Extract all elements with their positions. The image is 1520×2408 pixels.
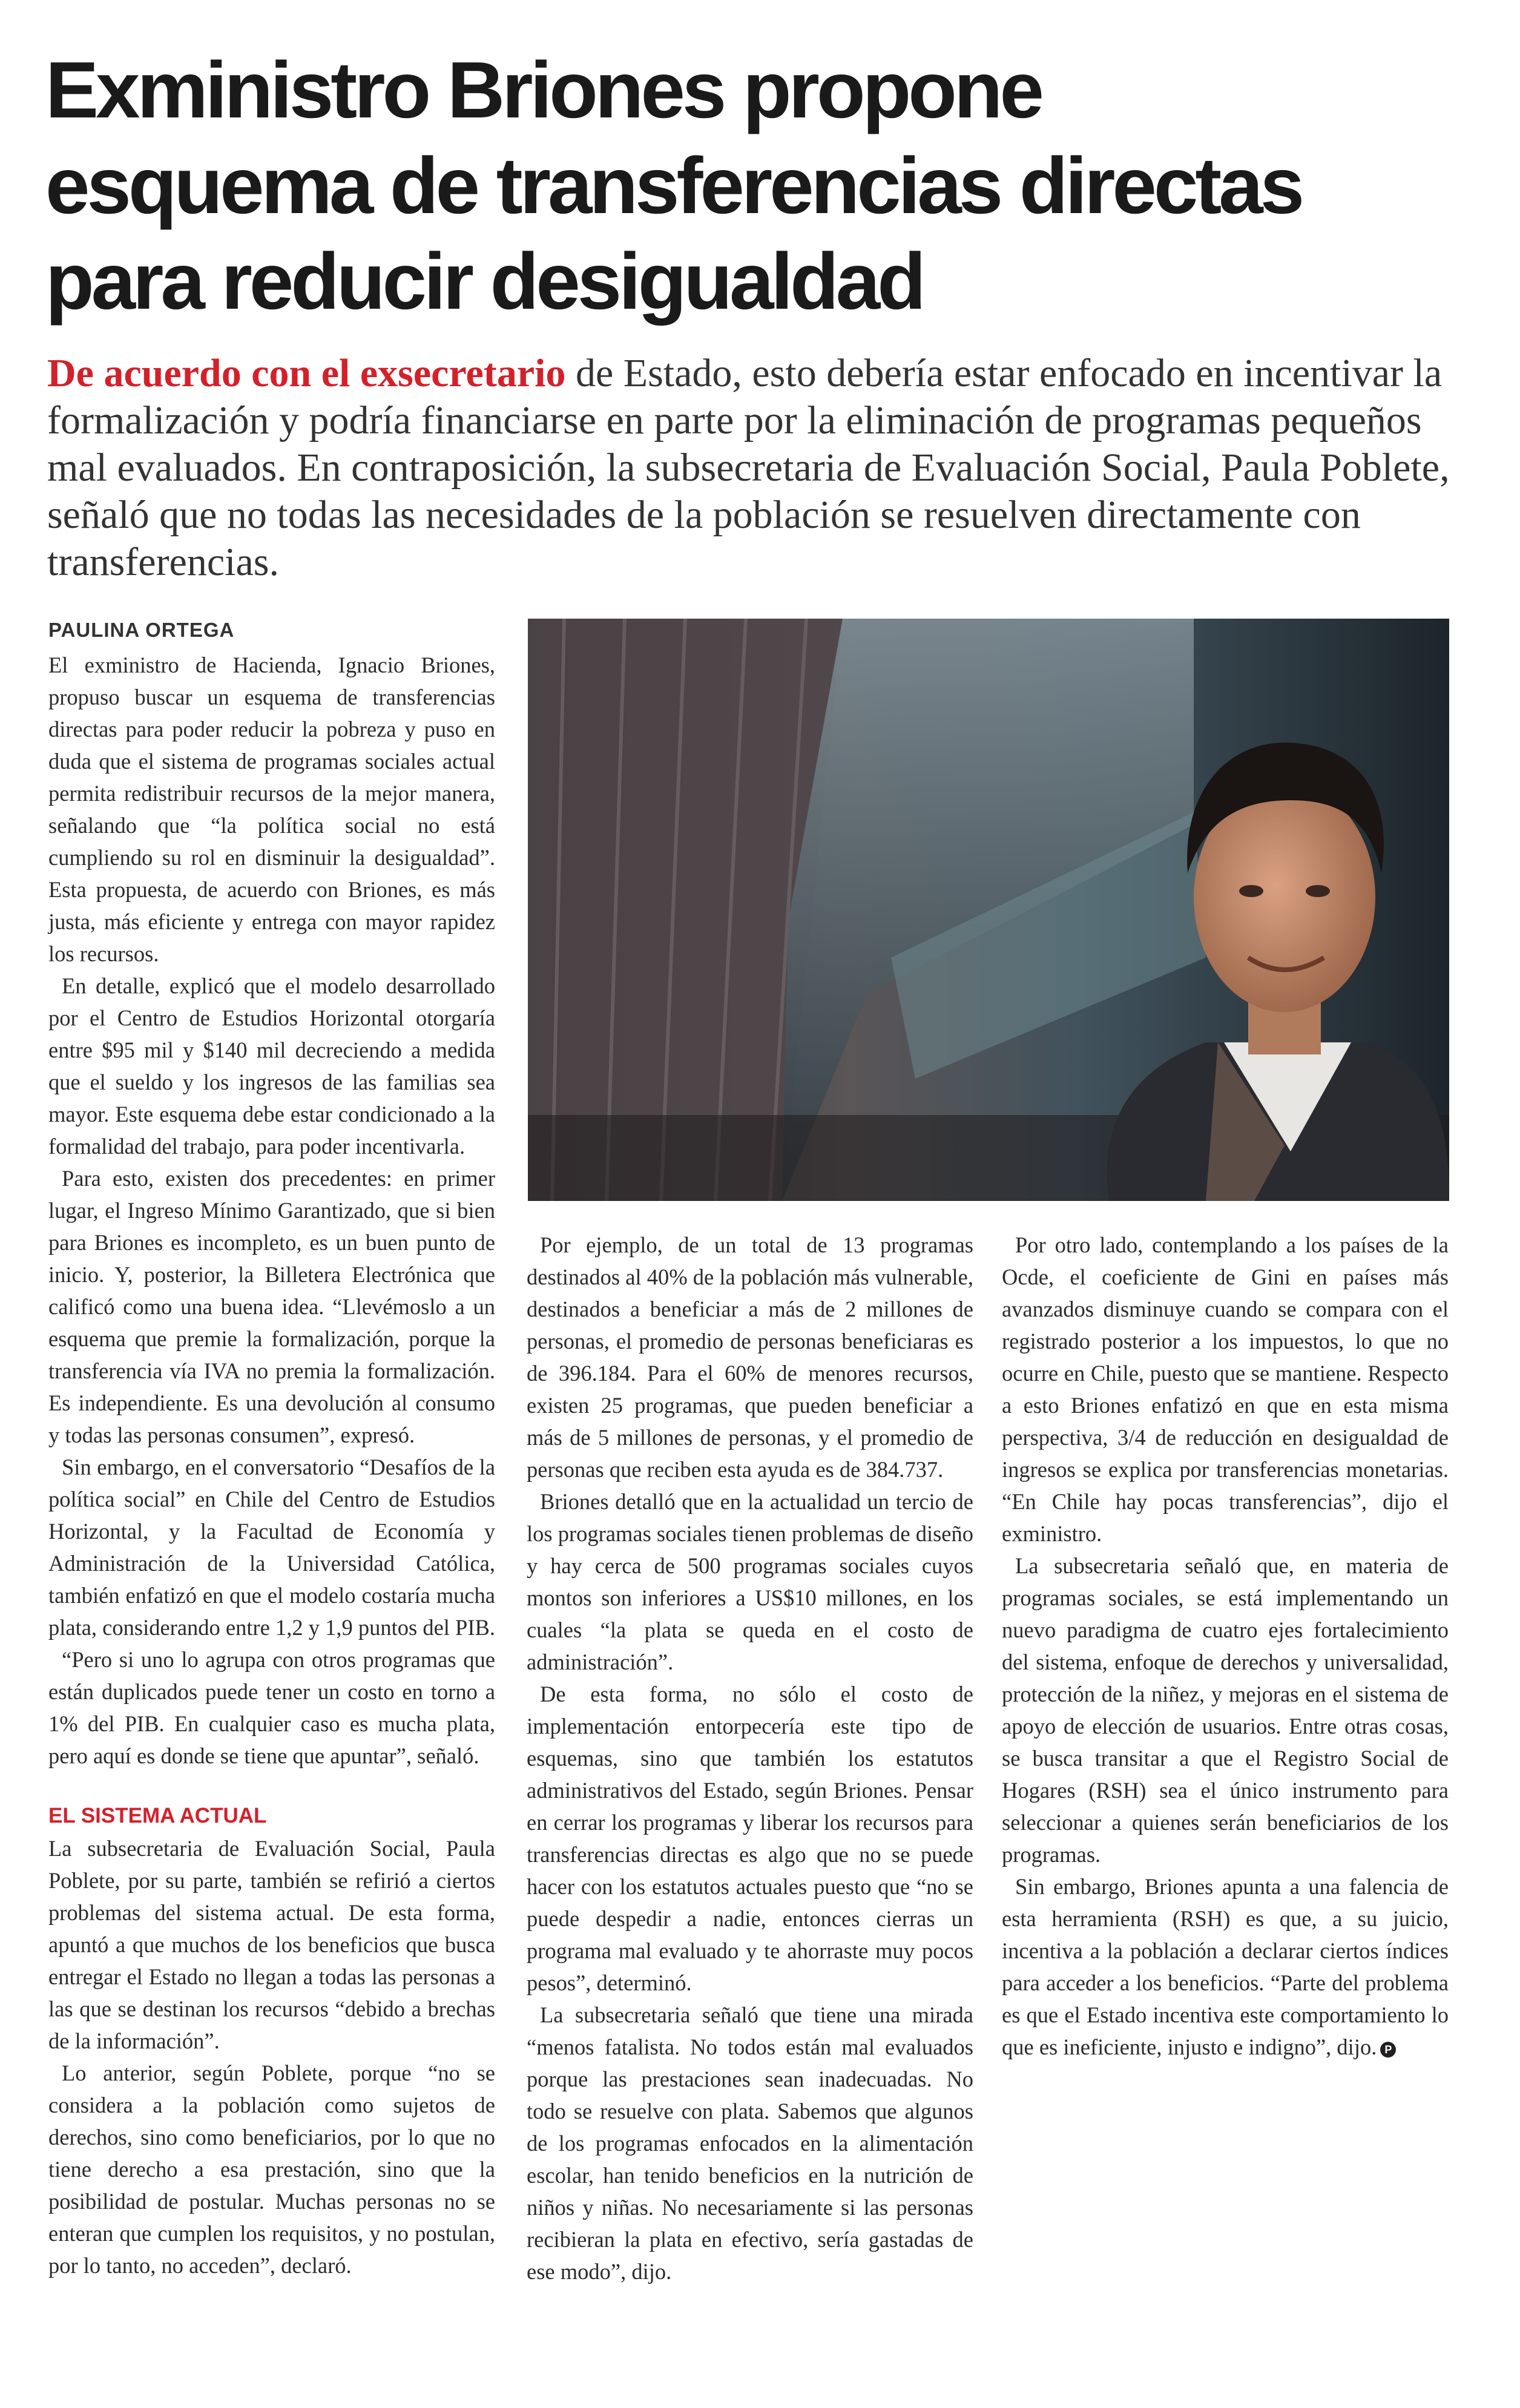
article-paragraph: La subsecretaria señaló que, en materia de programas sociales, se está implementando un nuevo paradigma de cuatro ejes fortalecimiento del sistema, enfoque de derechos y universalidad, protección de la niñez, y mejoras en el sistema de apoyo de elección de usuarios. Entre otras cosas, se busca transitar a que el Registro Social de Hogares (RSH) sea el único instrumento para seleccionar a quienes serán beneficiarios de los programas.: [1002, 1553, 1449, 1867]
article-paragraph: “Pero si uno lo agrupa con otros programas que están duplicados puede tener un costo en torno a 1% del PIB. En cualquier caso es mucha plata, pero aquí es donde se tiene que apuntar”, señaló.: [48, 1647, 495, 1768]
article-paragraph: En detalle, explicó que el modelo desarrollado por el Centro de Estudios Horizontal otorgaría entre $95 mil y $140 mil decreciendo a medida que el sueldo y los ingresos de las familias sea mayor. Este esquema debe estar condicionado a la formalidad del trabajo, para poder incentivarla.: [48, 973, 495, 1159]
portrait-illustration: [528, 619, 1449, 1201]
article-paragraph: De esta forma, no sólo el costo de implementación entorpecería este tipo de esquemas, sino que también los estatutos administrativos del Estado, según Briones. Pensar en cerrar los programas y liberar los recursos para transferencias directas es algo que no se puede hacer con los estatutos actuales puesto que “no se puede despedir a nadie, entonces cierras un programa mal evaluado y te ahorraste muy pocos pesos”, determinó.: [527, 1682, 973, 1995]
article-column-3: [1002, 1229, 1449, 2063]
article-paragraph: Sin embargo, en el conversatorio “Desafíos de la política social” en Chile del Centro de Estudios Horizontal, y la Facultad de Economía y Administración de la Universidad Católica, también enfatizó en que el modelo costaría mucha plata, considerando entre 1,2 y 1,9 puntos del PIB.: [48, 1455, 495, 1640]
article-column-2: [527, 1229, 973, 2288]
headline-line-1: Exministro Briones propone: [45, 45, 1041, 134]
article-paragraph: Briones detalló que en la actualidad un tercio de los programas sociales tienen problemas de diseño y hay cerca de 500 programas sociales cuyos montos son inferiores a US$10 millones, en los cuales “la plata se queda en el costo de administración”.: [527, 1489, 973, 1674]
article-paragraph: Para esto, existen dos precedentes: en primer lugar, el Ingreso Mínimo Garantizado, que si bien para Briones es incompleto, es un buen punto de inicio. Y, posterior, la Billetera Electrónica que calificó como una buena idea. “Llevémoslo a un esquema que premie la formalización, porque la transferencia vía IVA no premia la formalización. Es independiente. Es una devolución al consumo y todas las personas consumen”, expresó.: [48, 1166, 495, 1447]
byline: PAULINA ORTEGA: [48, 619, 235, 641]
deck-lead: De acuerdo con el exsecretario: [47, 351, 566, 395]
article-paragraph: Lo anterior, según Poblete, porque “no se considera a la población como sujetos de derechos, sino como beneficiarios, por lo que no tiene derecho a esa prestación, sino que la posibilidad de postular. Muchas personas no se enteran que cumplen los requisitos, y no postulan, por lo tanto, no acceden”, declaró.: [48, 2061, 495, 2278]
section-subhead: EL SISTEMA ACTUAL: [48, 1804, 267, 1827]
article-paragraph: [1002, 1870, 1449, 2063]
headline-line-3: para reducir desigualdad: [45, 237, 923, 326]
headline-line-2: esquema de transferencias directas: [45, 141, 1302, 230]
deck-summary: [47, 350, 1476, 586]
article-paragraph: El exministro de Hacienda, Ignacio Briones, propuso buscar un esquema de transferencias directas para poder reducir la pobreza y puso en duda que el sistema de programas sociales actual permita redistribuir recursos de la mejor manera, señalando que “la política social no está cumpliendo su rol en disminuir la desigualdad”. Esta propuesta, de acuerdo con Briones, es más justa, más eficiente y entrega con mayor rapidez los recursos.: [48, 653, 495, 966]
deck-body: de Estado, esto debería estar enfocado en incentivar la formalización y podría financiarse en parte por la eliminación de programas pequeños mal evaluados. En contraposición, la subsecretaria de Evaluación Social, Paula Poblete, señaló que no todas las necesidades de la población se resuelven directamente con transferencias.: [47, 351, 1450, 584]
portrait-photo: [528, 619, 1449, 1201]
article-paragraph: La subsecretaria de Evaluación Social, Paula Poblete, por su parte, también se refirió a ciertos problemas del sistema actual. De esta forma, apuntó a que muchos de los beneficios que busca entregar el Estado no llegan a todas las personas a las que se destinan los recursos “debido a brechas de la información”.: [48, 1836, 495, 2053]
article-column-1: [48, 649, 495, 2281]
headline: [45, 42, 1486, 329]
article-paragraph: Por otro lado, contemplando a los países de la Ocde, el coeficiente de Gini en países más avanzados disminuye cuando se compara con el registrado posterior a los impuestos, lo que no ocurre en Chile, puesto que se mantiene. Respecto a esto Briones enfatizó en que en esta misma perspectiva, 3/4 de reducción en desigualdad de ingresos se explica por transferencias monetarias. “En Chile hay pocas transferencias”, dijo el exministro.: [1002, 1232, 1449, 1546]
article-final-text: Sin embargo, Briones apunta a una falencia de esta herramienta (RSH) es que, a su juicio, incentiva a la población a declarar ciertos índices para acceder a los beneficios. “Parte del problema es que el Estado incentiva este comportamiento lo que es ineficiente, injusto e indigno”, dijo.: [1002, 1874, 1449, 2059]
article-paragraph: La subsecretaria señaló que tiene una mirada “menos fatalista. No todos están mal evaluados porque las prestaciones sean inadecuadas. No todo se resuelve con plata. Sabemos que algunos de los programas enfocados en la alimentación escolar, han tenido beneficios en la nutrición de niños y niñas. No necesariamente si las personas recibieran la plata en efectivo, sería gastadas de ese modo”, dijo.: [527, 2002, 973, 2284]
end-mark-icon: P: [1380, 2042, 1396, 2058]
article-paragraph: Por ejemplo, de un total de 13 programas destinados al 40% de la población más vulnerable, destinados a beneficiar a más de 2 millones de personas, el promedio de personas beneficiaras es de 396.184. Para el 60% de menores recursos, existen 25 programas, que pueden beneficiar a más de 5 millones de personas, y el promedio de personas que reciben esta ayuda es de 384.737.: [527, 1232, 973, 1482]
